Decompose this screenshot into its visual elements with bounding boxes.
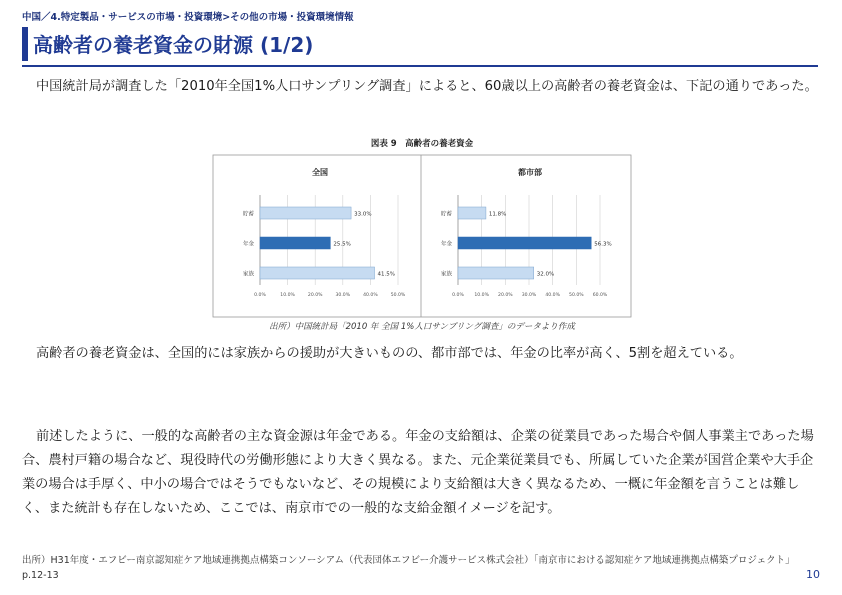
detail-paragraph bbox=[22, 425, 820, 521]
title-divider bbox=[22, 65, 818, 67]
x-tick-label: 50.0% bbox=[390, 293, 406, 298]
title-accent-bar bbox=[22, 27, 28, 61]
detail-text: 前述したように、一般的な高齢者の主な資金源は年金である。年金の支給額は、企業の従業員であった場合や個人事業主であった場合、農村戸籍の場合など、現役時代の労働形態により大きく異なる。また、元企業従業員でも、所属していた企業が国営企業や大手企業の場合は手厚く、中小の場合ではそうでもないなど、その規模により支給額は大きく異なるため、一概に年金額を言うことは難しく、また統計も存在しないため、ここでは、南京市での一般的な支給金額イメージを記す。 bbox=[22, 429, 814, 516]
bar-urban-2 bbox=[458, 267, 534, 279]
figure-pension-sources bbox=[212, 133, 632, 333]
data-label: 56.3% bbox=[594, 241, 612, 248]
intro-text: 中国統計局が調査した「2010年全国1%人口サンプリング調査」によると、60歳以上の高齢者の養老資金は、下記の通りであった。 bbox=[36, 79, 818, 94]
figure-caption: 図表 9 高齢者の養老資金 bbox=[370, 139, 474, 149]
category-label: 家族 bbox=[242, 271, 254, 278]
page-number: 10 bbox=[806, 568, 820, 581]
bar-urban-0 bbox=[458, 207, 486, 219]
x-tick-label: 20.0% bbox=[498, 293, 513, 298]
bar-urban-1 bbox=[458, 237, 591, 249]
figure-note: 出所）中国統計局「2010 年 全国 1%人口サンプリング調査」のデータより作成 bbox=[269, 322, 575, 332]
x-tick-label: 40.0% bbox=[545, 293, 560, 298]
category-label: 年金 bbox=[440, 241, 452, 248]
bar-national-0 bbox=[260, 207, 351, 219]
x-tick-label: 20.0% bbox=[307, 293, 323, 298]
chart-panel-national bbox=[243, 167, 406, 298]
data-label: 41.5% bbox=[377, 271, 396, 278]
x-tick-label: 10.0% bbox=[474, 293, 489, 298]
x-tick-label: 0.0% bbox=[254, 293, 266, 298]
bar-national-1 bbox=[260, 237, 330, 249]
breadcrumb: 中国／4.特定製品・サービスの市場・投資環境>その他の市場・投資環境情報 bbox=[22, 12, 354, 23]
category-label: 家族 bbox=[440, 271, 452, 278]
x-tick-label: 30.0% bbox=[335, 293, 351, 298]
source-note: 出所）H31年度・エフビー南京認知症ケア地域連携拠点構築コンソーシアム（代表団体エフビー介護サービス株式会社）「南京市における認知症ケア地域連携拠点構築プロジェクト」p.12-13 bbox=[22, 555, 790, 581]
chart-panel-urban bbox=[441, 167, 612, 298]
data-label: 33.0% bbox=[354, 211, 372, 218]
x-tick-label: 10.0% bbox=[280, 293, 295, 298]
x-tick-label: 0.0% bbox=[452, 293, 464, 298]
data-label: 25.5% bbox=[333, 241, 351, 248]
category-label: 貯蓄 bbox=[242, 211, 254, 218]
bar-national-2 bbox=[260, 267, 375, 279]
x-tick-label: 40.0% bbox=[363, 293, 378, 298]
intro-paragraph bbox=[22, 75, 820, 99]
chart-title-urban: 都市部 bbox=[518, 168, 542, 177]
bar-charts-svg bbox=[212, 133, 632, 333]
data-label: 32.0% bbox=[536, 271, 555, 278]
page-title: 高齢者の養老資金の財源 (1/2) bbox=[33, 33, 314, 57]
category-label: 年金 bbox=[242, 241, 254, 248]
chart-title-national: 全国 bbox=[312, 168, 328, 177]
data-label: 11.8% bbox=[488, 211, 507, 218]
category-label: 貯蓄 bbox=[440, 211, 452, 218]
x-tick-label: 30.0% bbox=[521, 293, 537, 298]
summary-paragraph bbox=[22, 342, 820, 366]
x-tick-label: 60.0% bbox=[592, 293, 608, 298]
x-tick-label: 50.0% bbox=[569, 293, 584, 298]
summary-text: 高齢者の養老資金は、全国的には家族からの援助が大きいものの、都市部では、年金の比率が高く、5割を超えている。 bbox=[36, 346, 743, 361]
